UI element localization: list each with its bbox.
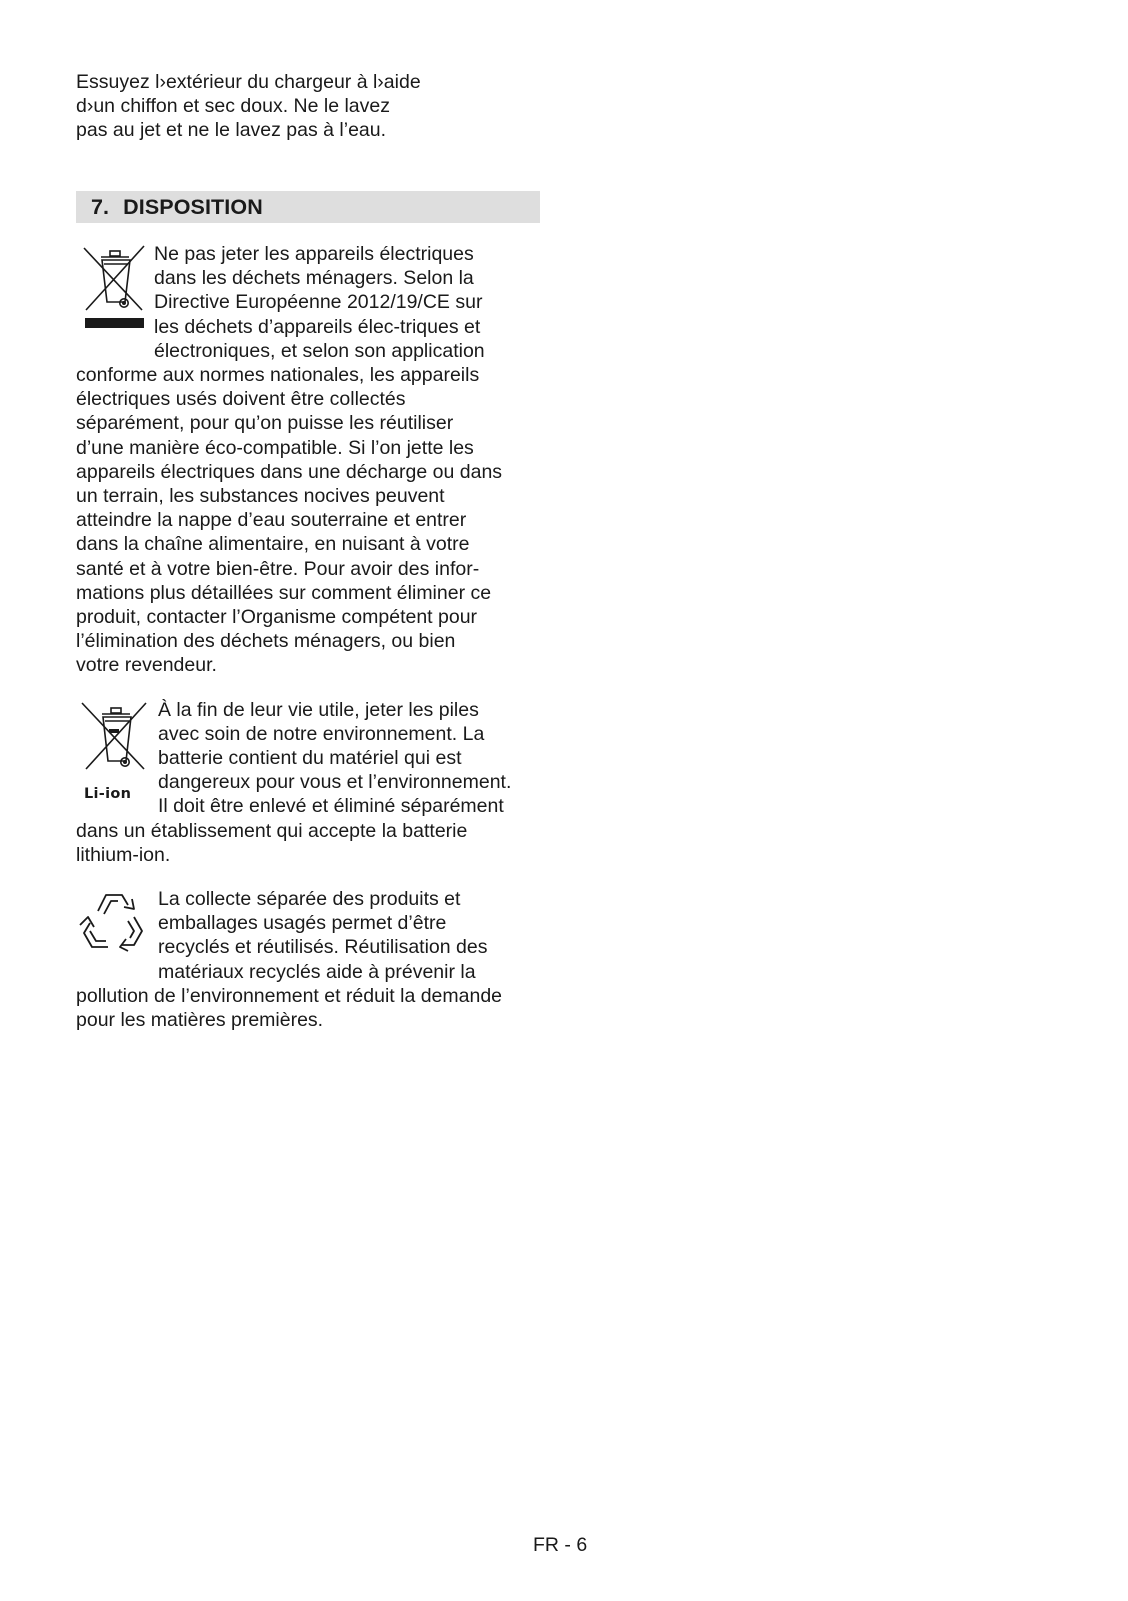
page-number: FR - 6 bbox=[533, 1534, 588, 1556]
recycle-line: recyclés et réutilisés. Réutilisation des bbox=[158, 936, 488, 959]
weee-paragraph bbox=[76, 242, 542, 678]
battery-line: dangereux pour vous et l’environnement. bbox=[158, 771, 512, 794]
weee-line: dans les déchets ménagers. Selon la bbox=[154, 267, 474, 290]
weee-line: votre revendeur. bbox=[76, 654, 217, 677]
weee-line: mations plus détaillées sur comment éliminer ce bbox=[76, 581, 492, 604]
intro-paragraph bbox=[76, 70, 542, 142]
intro-line: d›un chiffon et sec doux. Ne le lavez bbox=[76, 95, 390, 117]
crossed-out-bin-li-ion-icon bbox=[80, 701, 150, 781]
battery-line: avec soin de notre environnement. La bbox=[158, 722, 485, 745]
weee-line: les déchets d’appareils élec-triques et bbox=[154, 315, 481, 338]
weee-line: électriques usés doivent être collectés bbox=[76, 388, 406, 411]
weee-line: appareils électriques dans une décharge ou dans bbox=[76, 460, 503, 483]
weee-line: santé et à votre bien-être. Pour avoir des infor- bbox=[76, 557, 480, 580]
recycle-paragraph bbox=[76, 887, 542, 1032]
text-column bbox=[76, 70, 542, 1032]
weee-line: séparément, pour qu’on puisse les réutiliser bbox=[76, 412, 454, 435]
recycle-line: pollution de l’environnement et réduit la demande bbox=[76, 984, 503, 1007]
weee-line: atteindre la nappe d’eau souterraine et entrer bbox=[76, 509, 467, 532]
section-title: DISPOSITION bbox=[123, 194, 263, 219]
recycle-line: matériaux recyclés aide à prévenir la bbox=[158, 960, 476, 983]
recycle-line: pour les matières premières. bbox=[76, 1009, 324, 1032]
battery-line: batterie contient du matériel qui est bbox=[158, 747, 462, 770]
section-number: 7. bbox=[91, 194, 110, 219]
weee-line: produit, contacter l’Organisme compétent pour bbox=[76, 606, 478, 629]
intro-line: pas au jet et ne le lavez pas à l’eau. bbox=[76, 119, 387, 141]
recycle-line: emballages usagés permet d’être bbox=[158, 912, 447, 935]
weee-underline-bar bbox=[85, 318, 144, 328]
weee-line: dans la chaîne alimentaire, en nuisant à votre bbox=[76, 533, 470, 556]
recycling-arrows-icon bbox=[76, 881, 152, 957]
battery-line: dans un établissement qui accepte la batterie bbox=[76, 819, 468, 842]
battery-line: Il doit être enlevé et éliminé séparément bbox=[158, 795, 504, 818]
weee-line: électroniques, et selon son application bbox=[154, 339, 485, 362]
weee-line: l’élimination des déchets ménagers, ou bien bbox=[76, 630, 456, 653]
weee-line: d’une manière éco-compatible. Si l’on jette les bbox=[76, 436, 474, 459]
crossed-out-wheelie-bin-icon bbox=[80, 244, 148, 316]
intro-line: Essuyez l›extérieur du chargeur à l›aide bbox=[76, 71, 421, 93]
weee-line: un terrain, les substances nocives peuvent bbox=[76, 485, 445, 508]
li-ion-label: Li-ion bbox=[84, 785, 132, 802]
section-heading bbox=[76, 191, 540, 223]
recycle-line: La collecte séparée des produits et bbox=[158, 888, 461, 911]
weee-line: Ne pas jeter les appareils électriques bbox=[154, 243, 474, 265]
battery-line: À la fin de leur vie utile, jeter les piles bbox=[158, 698, 479, 721]
battery-line: lithium-ion. bbox=[76, 843, 171, 866]
weee-line: Directive Européenne 2012/19/CE sur bbox=[154, 291, 483, 314]
weee-line: conforme aux normes nationales, les appareils bbox=[76, 364, 480, 387]
battery-paragraph bbox=[76, 698, 542, 867]
